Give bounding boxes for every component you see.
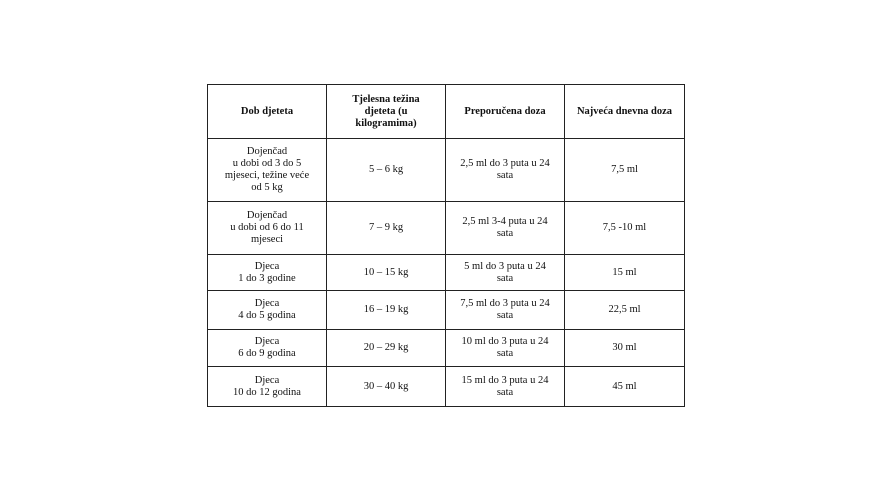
cell-dose (446, 367, 565, 407)
table-row (208, 367, 685, 407)
table-row (208, 202, 685, 255)
header-max-dose-label: Najveća dnevna doza (576, 105, 673, 117)
table-row (208, 330, 685, 367)
table-row (208, 139, 685, 202)
cell-weight: 10 – 15 kg (327, 255, 446, 291)
cell-age-line: mjeseci, težine veće (224, 170, 310, 181)
cell-max-dose: 45 ml (565, 367, 685, 407)
cell-age-line: Djeca (254, 260, 280, 272)
cell-age-line: 10 do 12 godina (233, 386, 301, 398)
cell-dose-line: 10 ml do 3 puta u 24 (461, 336, 549, 347)
cell-age (208, 202, 327, 255)
cell-max-dose: 30 ml (565, 330, 685, 367)
cell-age (208, 367, 327, 407)
cell-dose (446, 255, 565, 291)
cell-age-line: u dobi od 3 do 5 (232, 158, 302, 169)
cell-dose-line: 2,5 ml do 3 puta u 24 (460, 158, 550, 169)
table-header-row (208, 85, 685, 139)
cell-max-dose: 7,5 -10 ml (565, 202, 685, 255)
cell-age-line: u dobi od 6 do 11 (230, 222, 304, 233)
cell-age (208, 255, 327, 291)
cell-age-line: Djeca (254, 336, 280, 347)
header-dose-label: Preporučena doza (464, 105, 546, 117)
cell-dose (446, 139, 565, 202)
cell-weight: 5 – 6 kg (327, 139, 446, 202)
header-max-dose (565, 85, 685, 139)
cell-age-line: Dojenčad (246, 146, 288, 157)
cell-age-line: 1 do 3 godine (238, 272, 296, 284)
cell-dose (446, 202, 565, 255)
cell-dose (446, 330, 565, 367)
cell-age (208, 139, 327, 202)
cell-age-line: Djeca (254, 298, 280, 309)
header-age (208, 85, 327, 139)
cell-age (208, 330, 327, 367)
cell-weight: 30 – 40 kg (327, 367, 446, 407)
header-weight (327, 85, 446, 139)
cell-dose (446, 291, 565, 330)
cell-dose-line: sata (496, 348, 514, 359)
cell-weight: 16 – 19 kg (327, 291, 446, 330)
cell-age-line: 6 do 9 godina (238, 348, 296, 359)
header-weight-line: Tjelesna težina (352, 93, 420, 105)
cell-age-line: Dojenčad (246, 210, 288, 221)
cell-age-line: od 5 kg (251, 182, 283, 193)
cell-weight: 20 – 29 kg (327, 330, 446, 367)
table-row (208, 255, 685, 291)
cell-dose-line: 15 ml do 3 puta u 24 (461, 374, 549, 386)
cell-age (208, 291, 327, 330)
cell-max-dose: 15 ml (565, 255, 685, 291)
cell-dose-line: sata (496, 310, 514, 321)
cell-age-line: 4 do 5 godina (238, 310, 296, 321)
header-dose (446, 85, 565, 139)
cell-age-line: Djeca (254, 374, 280, 386)
cell-dose-line: 2,5 ml 3-4 puta u 24 (462, 216, 548, 227)
cell-max-dose: 22,5 ml (565, 291, 685, 330)
dosage-table (207, 84, 685, 407)
cell-dose-line: sata (496, 272, 514, 284)
cell-dose-line: 7,5 ml do 3 puta u 24 (460, 298, 550, 309)
cell-max-dose: 7,5 ml (565, 139, 685, 202)
cell-dose-line: 5 ml do 3 puta u 24 (464, 260, 546, 272)
cell-age-line: mjeseci (250, 234, 284, 245)
cell-dose-line: sata (496, 386, 514, 398)
cell-dose-line: sata (496, 170, 514, 181)
cell-weight: 7 – 9 kg (327, 202, 446, 255)
table-row (208, 291, 685, 330)
header-weight-line: djeteta (u (364, 105, 408, 117)
cell-dose-line: sata (496, 228, 514, 239)
header-weight-line: kilogramima) (355, 117, 417, 129)
header-age-label: Dob djeteta (240, 105, 294, 117)
